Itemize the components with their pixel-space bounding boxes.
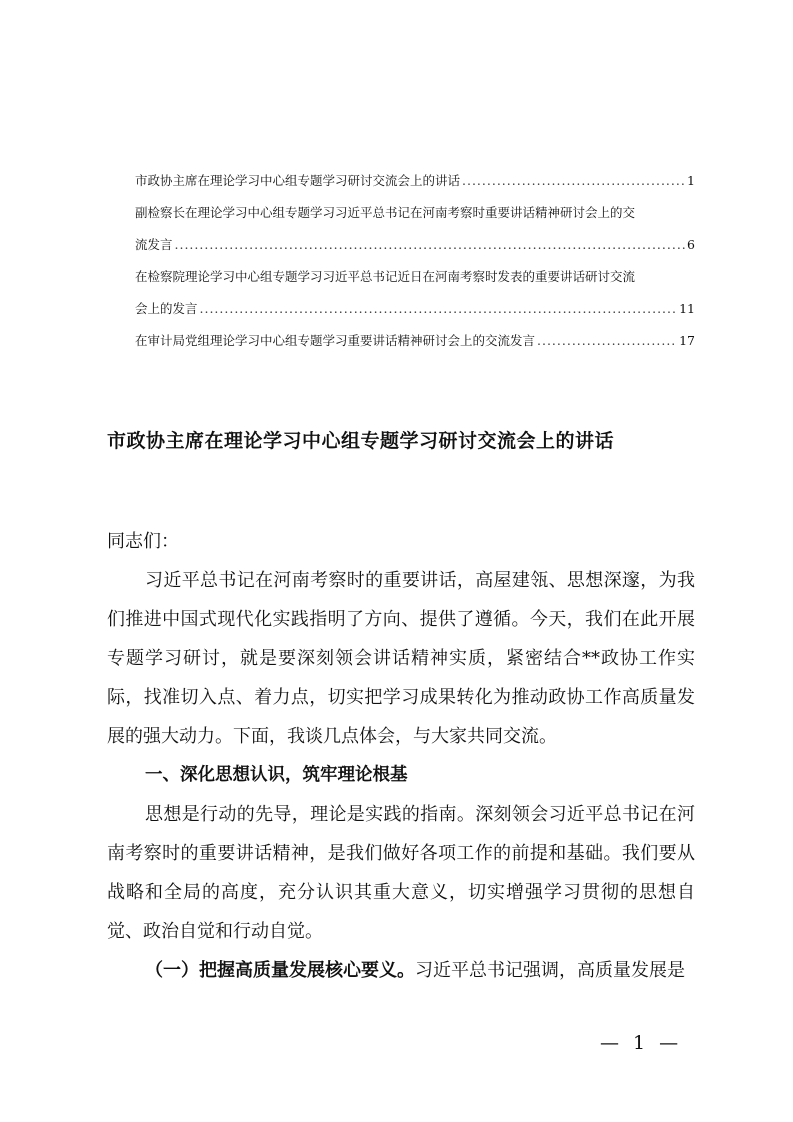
toc-leader-dots	[200, 293, 678, 325]
page-number: — 1 —	[600, 1032, 683, 1054]
subsection-paragraph	[107, 951, 695, 990]
subsection-text: 习近平总书记强调，高质量发展是	[415, 960, 685, 981]
subsection-heading: （一）把握高质量发展核心要义。	[145, 960, 415, 981]
toc-leader-dots	[175, 229, 686, 261]
toc-entry-page: 1	[687, 173, 695, 188]
toc-entry-title: 在检察院理论学习中心组专题学习习近平总书记近日在河南考察时发表的重要讲话研讨交流	[135, 269, 636, 284]
salutation: 同志们：	[107, 531, 179, 552]
toc-entry[interactable]	[135, 325, 695, 357]
toc-entry-page: 17	[679, 333, 695, 348]
toc-entry-title-cont: 会上的发言	[135, 301, 198, 316]
table-of-contents	[135, 165, 695, 357]
paragraph: 思想是行动的先导，理论是实践的指南。深刻领会习近平总书记在河南考察时的重要讲话精神，是我们做好各项工作的前提和基础。我们要从战略和全局的高度，充分认识其重大意义，切实增强学习贯彻的思想自觉、政治自觉和行动自觉。	[107, 804, 695, 942]
toc-entry-title-cont: 流发言	[135, 237, 173, 252]
paragraph: 习近平总书记在河南考察时的重要讲话，高屋建瓴、思想深邃，为我们推进中国式现代化实践指明了方向、提供了遵循。今天，我们在此开展专题学习研讨，就是要深刻领会讲话精神实质，紧密结合**政协工作实际，找准切入点、着力点，切实把学习成果转化为推动政协工作高质量发展的强大动力。下面，我谈几点体会，与大家共同交流。	[107, 570, 695, 747]
toc-entry-title: 市政协主席在理论学习中心组专题学习研讨交流会上的讲话	[135, 173, 461, 188]
section-heading: 一、深化思想认识，筑牢理论根基	[145, 765, 408, 785]
toc-entry-page: 6	[687, 237, 695, 252]
toc-entry[interactable]	[135, 165, 695, 197]
article-body	[107, 522, 695, 990]
toc-entry[interactable]	[135, 197, 695, 261]
article-title: 市政协主席在理论学习中心组专题学习研讨交流会上的讲话	[107, 430, 615, 452]
toc-entry[interactable]	[135, 261, 695, 325]
toc-entry-page: 11	[679, 301, 695, 316]
toc-entry-title: 在审计局党组理论学习中心组专题学习重要讲话精神研讨会上的交流发言	[135, 333, 536, 348]
toc-leader-dots	[537, 325, 677, 357]
toc-entry-title: 副检察长在理论学习中心组专题学习习近平总书记在河南考察时重要讲话精神研讨会上的交	[135, 205, 636, 220]
toc-leader-dots	[462, 165, 685, 197]
